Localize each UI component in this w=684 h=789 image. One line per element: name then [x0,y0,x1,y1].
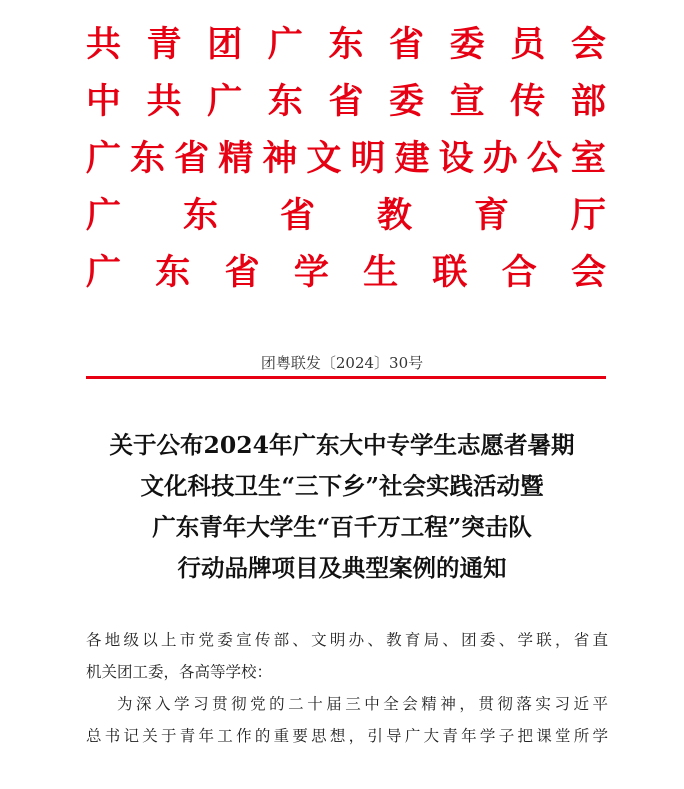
issuer-char: 明 [350,138,386,179]
issuer-char: 联 [432,252,468,293]
issuer-char: 神 [262,138,298,179]
title-line: 广东青年大学生“百千万工程”突击队 [152,513,532,541]
issuer-char: 东 [130,138,166,179]
issuer-char: 员 [510,24,546,65]
body-paragraph-line: 为深入学习贯彻党的二十届三中全会精神，贯彻落实习近平 [117,695,608,713]
issuer-char: 生 [363,252,399,293]
issuer-line [86,130,606,187]
issuer-char: 办 [482,138,518,179]
issuer-char: 省 [328,81,364,122]
issuer-line [86,73,606,130]
issuing-organizations [86,16,606,301]
document-number: 团粤联发〔2024〕30号 [260,354,424,372]
issuer-char: 中 [86,81,122,122]
issuer-char: 育 [473,195,509,236]
recipients-line: 机关团工委，各高等学校： [86,663,273,681]
issuer-char: 广 [86,195,122,236]
issuer-char: 公 [526,138,562,179]
issuer-char: 厅 [570,195,606,236]
issuer-char: 广 [207,81,243,122]
issuer-line [86,244,606,301]
issuer-char: 部 [570,81,606,122]
issuer-char: 委 [389,81,425,122]
issuer-char: 传 [510,81,546,122]
issuer-char: 学 [293,252,329,293]
issuer-char: 共 [86,24,122,65]
issuer-char: 会 [570,24,606,65]
issuer-char: 省 [224,252,260,293]
issuer-char: 宣 [449,81,485,122]
issuer-char: 委 [449,24,485,65]
title-line: 关于公布2024年广东大中专学生志愿者暑期 [109,431,575,459]
issuer-char: 教 [376,195,412,236]
issuer-char: 文 [306,138,342,179]
issuer-char: 东 [267,81,303,122]
issuer-char: 合 [501,252,537,293]
issuer-char: 东 [155,252,191,293]
body-paragraph-line: 总书记关于青年工作的重要思想，引导广大青年学子把课堂所学 [86,727,608,745]
issuer-char: 广 [86,252,122,293]
issuer-char: 广 [86,138,122,179]
issuer-char: 建 [394,138,430,179]
title-line: 行动品牌项目及典型案例的通知 [177,554,507,582]
issuer-char: 省 [389,24,425,65]
issuer-char: 会 [570,252,606,293]
issuer-char: 共 [146,81,182,122]
document-body [86,624,608,752]
issuer-char: 省 [174,138,210,179]
issuer-char: 设 [438,138,474,179]
issuer-line [86,187,606,244]
red-divider-line [86,376,606,379]
issuer-char: 东 [182,195,218,236]
issuer-char: 省 [279,195,315,236]
recipients-line: 各地级以上市党委宣传部、文明办、教育局、团委、学联，省直 [86,631,608,649]
document-title [60,425,624,589]
title-line: 文化科技卫生“三下乡”社会实践活动暨 [140,472,544,500]
issuer-line [86,16,606,73]
issuer-char: 广 [267,24,303,65]
issuer-char: 东 [328,24,364,65]
issuer-char: 团 [207,24,243,65]
issuer-char: 室 [570,138,606,179]
issuer-char: 青 [146,24,182,65]
issuer-char: 精 [218,138,254,179]
